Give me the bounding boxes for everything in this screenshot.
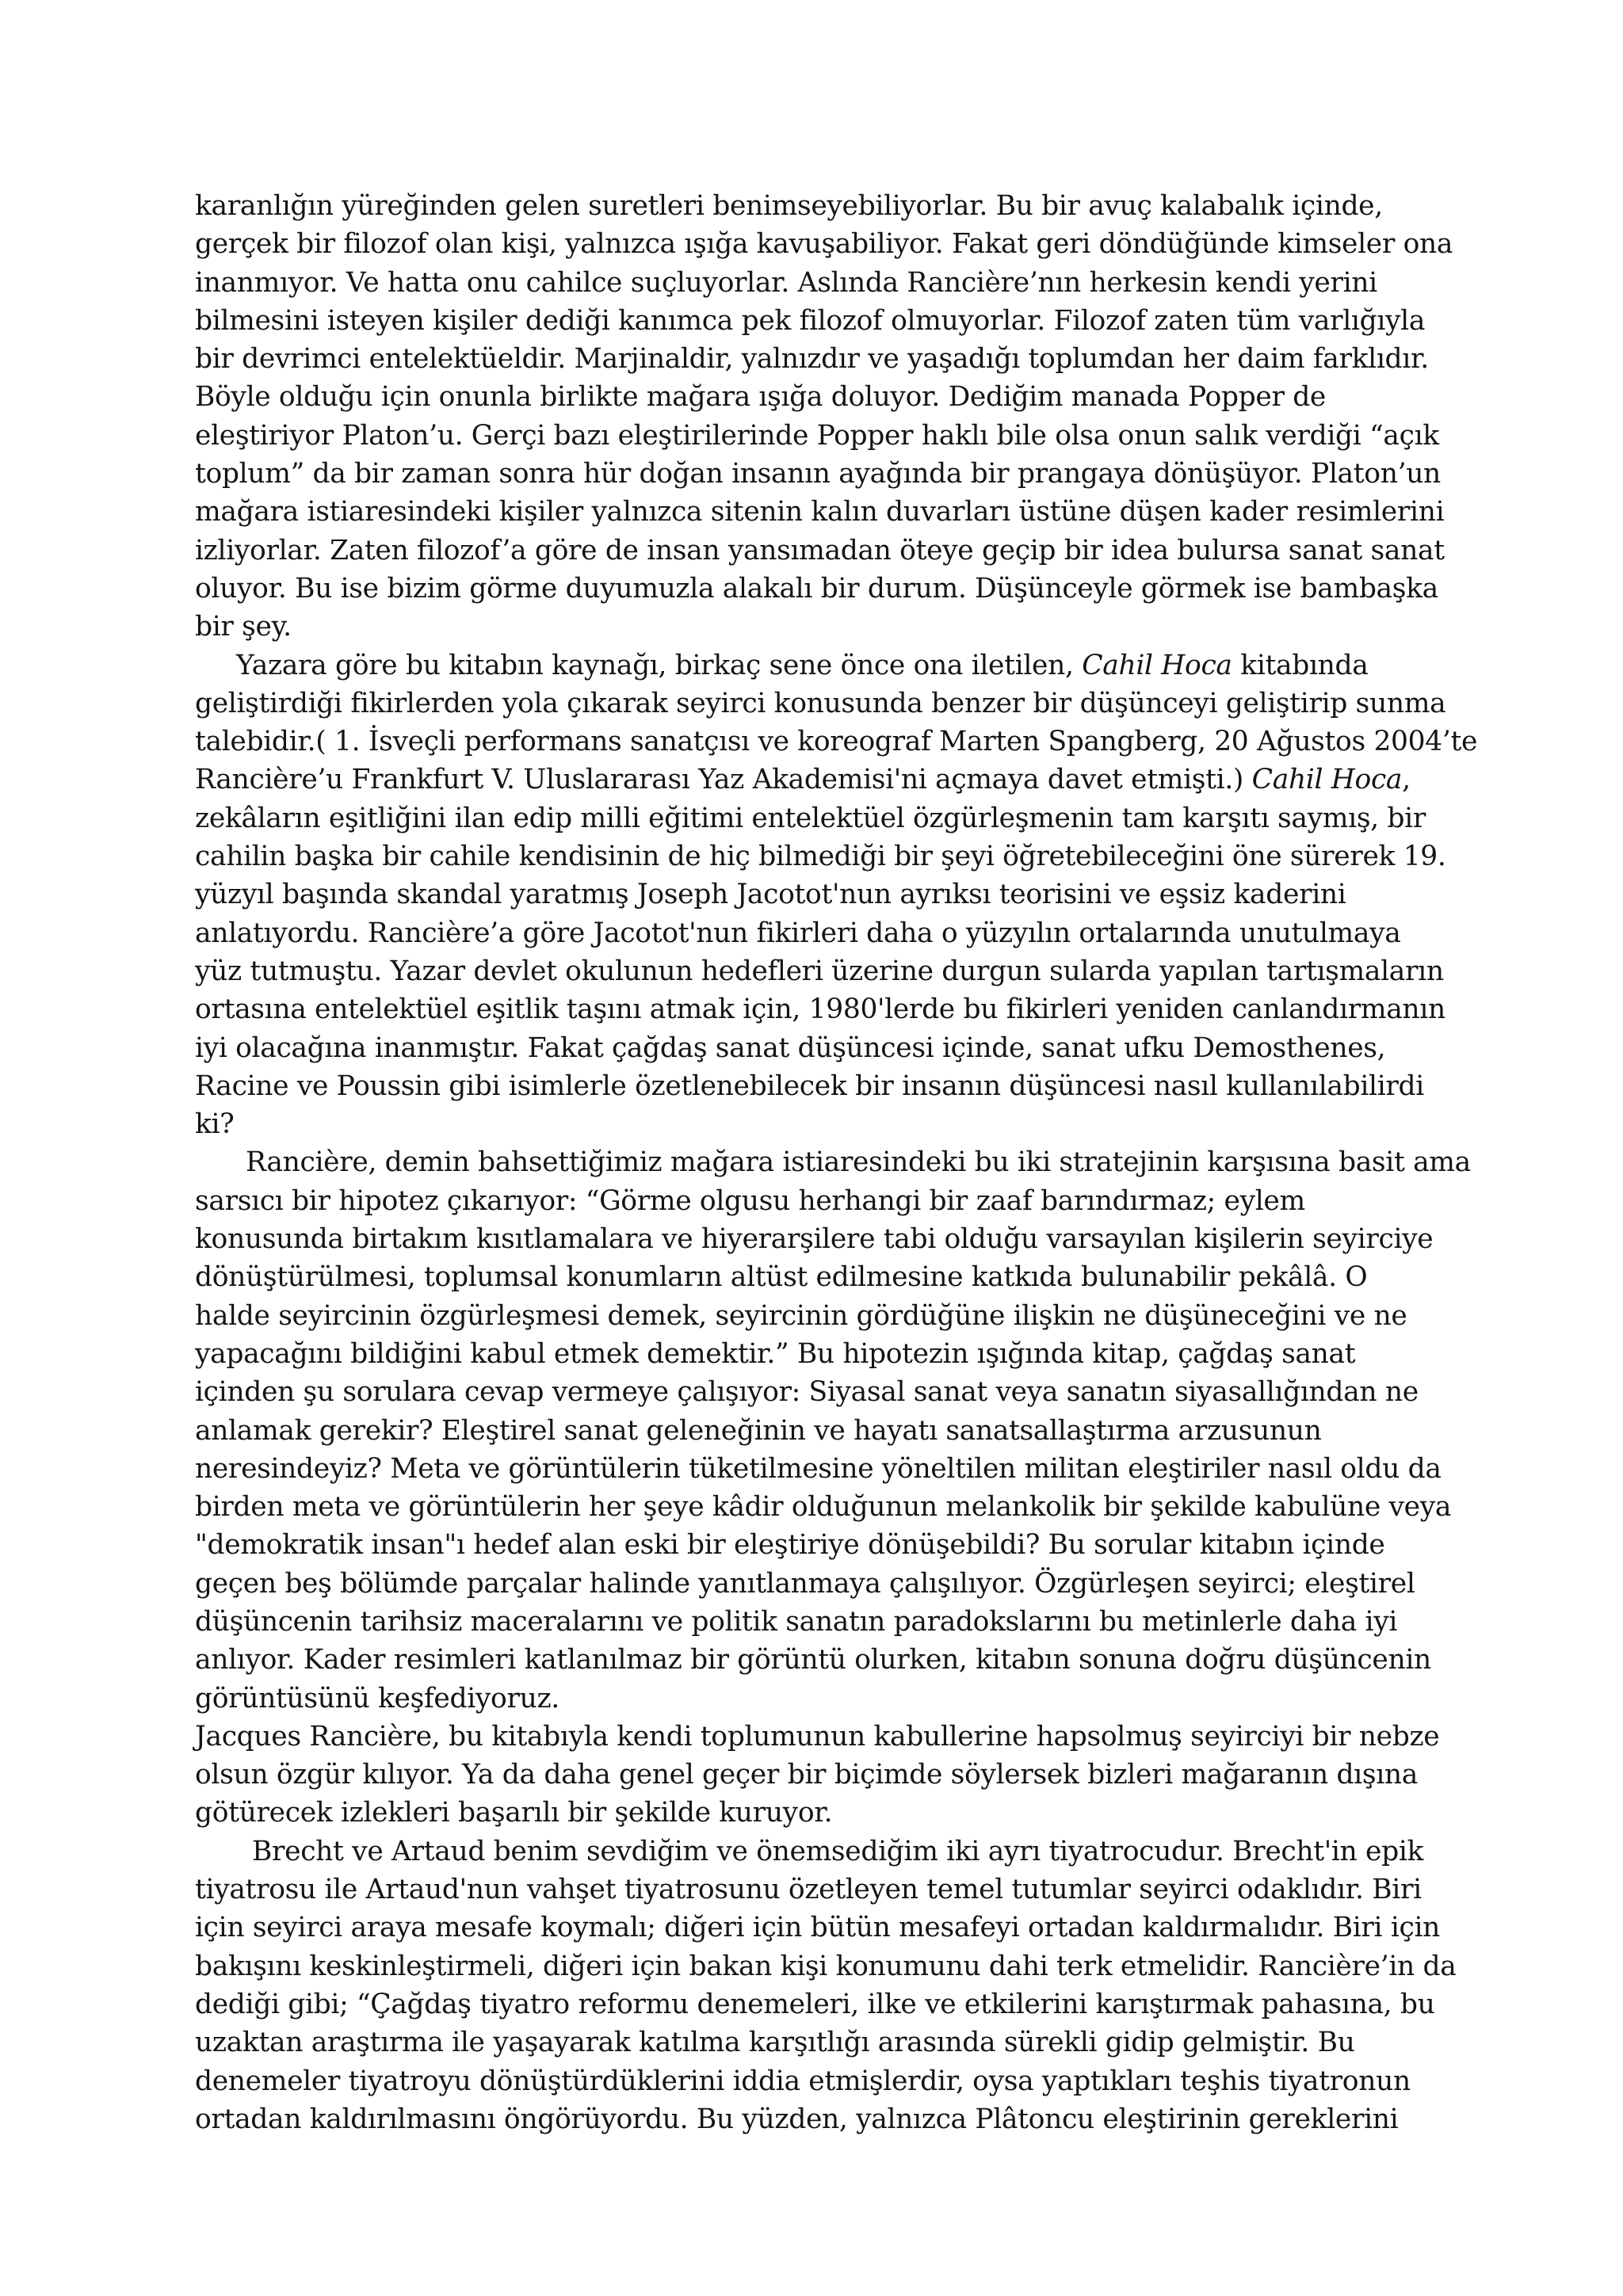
text-line: ortadan kaldırılmasını öngörüyordu. Bu yüzden, yalnızca Plâtoncu eleştirinin gereklerini (195, 2103, 1399, 2135)
text-line: izliyorlar. Zaten filozof’a göre de insan yansımadan öteye geçip bir idea bulursa sanat sanat (195, 534, 1445, 566)
book-title-italic: Cahil Hoca (1082, 649, 1232, 681)
text-line: inanmıyor. Ve hatta onu cahilce suçluyorlar. Aslında Rancière’nın herkesin kendi yerini (195, 266, 1377, 299)
text-line: geliştirdiği fikirlerden yola çıkarak seyirci konusunda benzer bir düşünceyi geliştirip sunma (195, 687, 1446, 719)
text-line: anlıyor. Kader resimleri katlanılmaz bir görüntü olurken, kitabın sonuna doğru düşüncenin (195, 1644, 1431, 1676)
text-line: bir devrimci entelektüeldir. Marjinaldir, yalnızdır ve yaşadığı toplumdan her daim farklıdır. (195, 343, 1429, 376)
text-line: götürecek izlekleri başarılı bir şekilde kuruyor. (195, 1797, 833, 1829)
text-line: gerçek bir filozof olan kişi, yalnızca ışığa kavuşabiliyor. Fakat geri döndüğünde kimseler ona (195, 228, 1453, 261)
text-run: , (1402, 764, 1411, 796)
text-line: Racine ve Poussin gibi isimlerle özetlenebilecek bir insanın düşüncesi nasıl kullanılabilirdi (195, 1070, 1424, 1102)
text-line: cahilin başka bir cahile kendisinin de hiç bilmediği bir şeyi öğretebileceğini öne sürerek 19. (195, 841, 1446, 873)
text-line: yüz tutmuştu. Yazar devlet okulunun hedefleri üzerine durgun sularda yapılan tartışmaların (195, 955, 1444, 987)
text-line: uzaktan araştırma ile yaşayarak katılma karşıtlığı arasında sürekli gidip gelmiştir. Bu (195, 2027, 1355, 2059)
text-line: mağara istiaresindeki kişiler yalnızca sitenin kalın duvarları üstüne düşen kader resimlerini (195, 496, 1445, 528)
text-line: zekâların eşitliğini ilan edip milli eğitimi entelektüel özgürleşmenin tam karşıtı saymış, bir (195, 802, 1426, 834)
text-run: kitabında (1232, 649, 1369, 681)
text-line: bakışını keskinleştirmeli, diğeri için bakan kişi konumunu dahi terk etmelidir. Rancière’in da (195, 1950, 1457, 1982)
document-page (195, 187, 1478, 2138)
text-line: olsun özgür kılıyor. Ya da daha genel geçer bir biçimde söylersek bizleri mağaranın dışına (195, 1759, 1418, 1791)
text-run: Yazara göre bu kitabın kaynağı, birkaç sene önce ona iletilen, (236, 649, 1083, 681)
text-line: yapacağını bildiğini kabul etmek demektir.” Bu hipotezin ışığında kitap, çağdaş sanat (195, 1337, 1356, 1370)
text-line: dediği gibi; “Çağdaş tiyatro reformu denemeleri, ilke ve etkilerini karıştırmak pahasına, bu (195, 1988, 1435, 2020)
text-line: birden meta ve görüntülerin her şeye kâdir olduğunun melankolik bir şekilde kabulüne veya (195, 1491, 1452, 1524)
text-line: Böyle olduğu için onunla birlikte mağara ışığa doluyor. Dediğim manada Popper de (195, 381, 1326, 414)
text-line: sarsıcı bir hipotez çıkarıyor: “Görme olgusu herhangi bir zaaf barındırmaz; eylem (195, 1184, 1305, 1217)
text-line: için seyirci araya mesafe koymalı; diğeri için bütün mesafeyi ortadan kaldırmalıdır. Biri için (195, 1912, 1441, 1944)
text-line: görüntüsünü keşfediyoruz. (195, 1682, 559, 1714)
text-line: denemeler tiyatroyu dönüştürdüklerini iddia etmişlerdir, oysa yaptıkları teşhis tiyatronun (195, 2065, 1411, 2097)
text-line: yüzyıl başında skandal yaratmış Joseph Jacotot'nun ayrıksı teorisini ve eşsiz kaderini (195, 879, 1346, 911)
text-line: oluyor. Bu ise bizim görme duyumuzla alakalı bir durum. Düşünceyle görmek ise bambaşka (195, 572, 1438, 605)
text-line: neresindeyiz? Meta ve görüntülerin tüketilmesine yöneltilen militan eleştiriler nasıl oldu da (195, 1452, 1442, 1485)
text-line: karanlığın yüreğinden gelen suretleri benimseyebiliyorlar. Bu bir avuç kalabalık içinde, (195, 190, 1383, 222)
text-line: iyi olacağına inanmıştır. Fakat çağdaş sanat düşüncesi içinde, sanat ufku Demosthenes, (195, 1032, 1386, 1064)
text-line (195, 761, 1447, 799)
text-line: bir şey. (195, 611, 292, 643)
text-line: halde seyircinin özgürleşmesi demek, seyircinin gördüğüne ilişkin ne düşüneceğini ve ne (195, 1299, 1407, 1332)
text-line: tiyatrosu ile Artaud'nun vahşet tiyatrosunu özetleyen temel tutumlar seyirci odaklıdır. Biri (195, 1874, 1422, 1906)
book-title-italic: Cahil Hoca (1251, 764, 1403, 796)
text-line: toplum” da bir zaman sonra hür doğan insanın ayağında bir prangaya dönüşüyor. Platon’un (195, 458, 1441, 490)
paragraph-start-line (195, 646, 1447, 685)
text-line: ki? (195, 1108, 235, 1141)
text-line: talebidir.( 1. İsveçli performans sanatçısı ve koreograf Marten Spangberg, 20 Ağustos 2004’te (195, 726, 1478, 758)
text-run: Rancière’u Frankfurt V. Uluslararası Yaz Akademisi'ni açmaya davet etmişti.) (195, 764, 1252, 796)
text-line: geçen beş bölümde parçalar halinde yanıtlanmaya çalışılıyor. Özgürleşen seyirci; eleştirel (195, 1567, 1415, 1600)
paragraph-start-line: Rancière, demin bahsettiğimiz mağara istiaresindeki bu iki stratejinin karşısına basit ama (246, 1146, 1471, 1179)
text-line: bilmesini isteyen kişiler dediği kanımca pek filozof olmuyorlar. Filozof zaten tüm varlığıyla (195, 304, 1426, 337)
text-line: konusunda birtakım kısıtlamalara ve hiyerarşilere tabi olduğu varsayılan kişilerin seyirciye (195, 1223, 1434, 1256)
text-line: "demokratik insan"ı hedef alan eski bir eleştiriye dönüşebildi? Bu sorular kitabın içinde (195, 1529, 1385, 1562)
text-line: anlatıyordu. Rancière’a göre Jacotot'nun fikirleri daha o yüzyılın ortalarında unutulmaya (195, 917, 1401, 949)
text-line: düşüncenin tarihsiz maceralarını ve politik sanatın paradokslarını bu metinlerle daha iyi (195, 1605, 1398, 1638)
text-line: ortasına entelektüel eşitlik taşını atmak için, 1980'lerde bu fikirleri yeniden canlandırmanın (195, 994, 1445, 1026)
paragraph-start-line: Jacques Rancière, bu kitabıyla kendi toplumunun kabullerine hapsolmuş seyirciyi bir nebze (195, 1720, 1440, 1753)
paragraph-start-line: Brecht ve Artaud benim sevdiğim ve önemsediğim iki ayrı tiyatrocudur. Brecht'in epik (252, 1835, 1424, 1867)
text-line: içinden şu sorulara cevap vermeye çalışıyor: Siyasal sanat veya sanatın siyasallığından ne (195, 1376, 1419, 1409)
text-line: eleştiriyor Platon’u. Gerçi bazı eleştirilerinde Popper haklı bile olsa onun salık verdiği “açık (195, 419, 1439, 452)
text-line: anlamak gerekir? Eleştirel sanat geleneğinin ve hayatı sanatsallaştırma arzusunun (195, 1414, 1322, 1447)
text-line: dönüştürülmesi, toplumsal konumların altüst edilmesine katkıda bulunabilir pekâlâ. O (195, 1261, 1368, 1294)
